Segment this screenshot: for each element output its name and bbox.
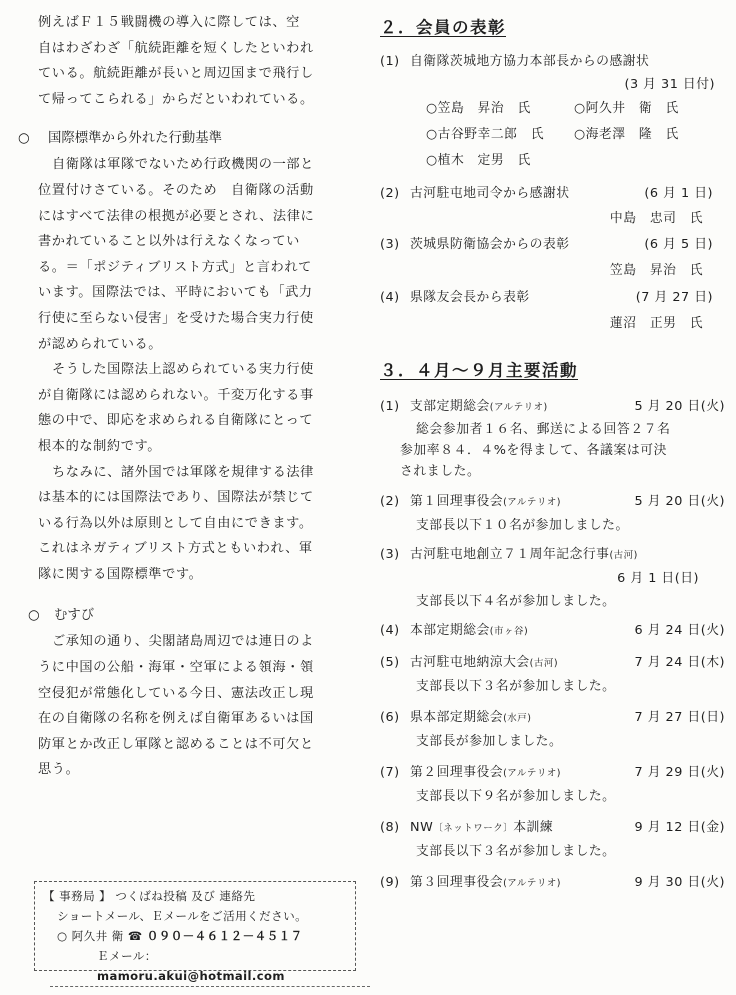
- recipient: ○阿久井 衛 氏: [574, 101, 679, 116]
- award-title: 自衛隊茨城地方協力本部長からの感謝状: [410, 54, 650, 69]
- activity-note: 支部長以下１０名が参加しました。: [416, 518, 629, 533]
- activities-list: [380, 395, 725, 895]
- contact-box: [34, 881, 356, 983]
- activity-date: 9 月 30 日(火): [634, 875, 725, 890]
- activity-venue: (アルテリオ): [489, 402, 548, 413]
- activity-date: 5 月 20 日(火): [634, 399, 725, 414]
- activity-date: 7 月 27 日(日): [634, 710, 725, 725]
- award-title: 県隊友会長から表彰: [410, 290, 530, 305]
- item-number: (6): [380, 710, 400, 725]
- item-number: (1): [380, 399, 400, 414]
- paragraph: 自衛隊は軍隊でないため行政機関の一部と 位置付けさている。そのため 自衛隊の活動 にはすべて法律の根拠が必要とされ、法律に 書かれていること以外は行えなくなってい る。＝「ポジティブリスト方式」と言われて います。国際法では、平時においても「武力 行使に至らない侵害」を受けた場合実力行使 が認められている。: [38, 157, 315, 352]
- activity-4: [380, 619, 725, 643]
- activity-venue: (アルテリオ): [503, 878, 562, 889]
- activity-title: 古河駐屯地納涼大会: [410, 655, 530, 670]
- activity-date: 6 月 24 日(火): [634, 623, 725, 638]
- award-date: (7 月 27 日): [635, 290, 713, 305]
- section-heading-activities: ３．４月～９月主要活動: [380, 361, 578, 380]
- award-date: (3 月 31 日付): [624, 77, 715, 92]
- section-heading-awards: ２．会員の表彰: [380, 18, 506, 37]
- activity-7: [380, 761, 725, 808]
- contact-phone-line: [43, 926, 347, 946]
- activity-title: 第１回理事役会: [410, 494, 504, 509]
- award-date: (6 月 1 日): [644, 186, 713, 201]
- contact-email-line: [43, 946, 347, 986]
- activity-title: 支部定期総会: [410, 399, 490, 414]
- activity-title: 県本部定期総会: [410, 710, 504, 725]
- activity-9: [380, 871, 725, 895]
- activity-title: 古河駐屯地創立７１周年記念行事: [410, 547, 610, 562]
- section-heading-text: むすび: [54, 608, 95, 624]
- recipient: 蓮沼 正男 氏: [609, 316, 703, 331]
- activity-note: 支部長以下４名が参加しました。: [416, 594, 616, 609]
- activity-venue: (アルテリオ): [503, 768, 562, 779]
- contact-phone: ０９０－４６１２－４５１７: [146, 929, 303, 943]
- item-number: (3): [380, 547, 400, 562]
- item-number: (8): [380, 820, 400, 835]
- email-label: Ｅメール：: [97, 949, 157, 963]
- award-3: [380, 233, 725, 286]
- section-heading-text: 国際標準から外れた行動基準: [48, 131, 223, 147]
- activity-title: 第３回理事役会: [410, 875, 504, 890]
- item-number: (2): [380, 186, 400, 201]
- right-column: [380, 14, 725, 895]
- item-number: (3): [380, 237, 400, 252]
- award-names: [380, 96, 725, 174]
- contact-instruction: ショートメール、Ｅメールをご活用ください。: [57, 909, 308, 923]
- section-heading-conclusion: [18, 603, 346, 629]
- award-2: [380, 182, 725, 233]
- item-number: (4): [380, 290, 400, 305]
- activity-venue: 〔ネットワーク〕: [433, 823, 514, 834]
- recipient: 中島 忠司 氏: [609, 211, 703, 226]
- activity-3: [380, 543, 725, 613]
- contact-name: ○ 阿久井 衛: [57, 929, 124, 943]
- section-heading-international-standard: [18, 126, 346, 152]
- item-number: (4): [380, 623, 400, 638]
- activity-note: 支部長以下３名が参加しました。: [416, 844, 616, 859]
- phone-icon: ☎: [127, 929, 143, 943]
- activity-venue: (水戸): [503, 713, 532, 724]
- activity-venue: (古河): [529, 658, 559, 669]
- activity-note: 支部長が参加しました。: [416, 734, 563, 749]
- paragraph: そうした国際法上認められている実力行使 が自衛隊には認められない。千変万化する事 態の中で、即応を求められる自衛隊にとって 根本的な制約です。: [38, 362, 314, 454]
- activity-venue: (アルテリオ): [503, 497, 562, 508]
- activity-title: 本部定期総会: [410, 623, 490, 638]
- activity-date: 5 月 20 日(火): [634, 494, 725, 509]
- activity-2: [380, 490, 725, 537]
- activity-1: [380, 395, 725, 482]
- activity-date: 9 月 12 日(金): [634, 820, 725, 835]
- activity-note: 支部長以下３名が参加しました。: [416, 679, 616, 694]
- activity-title-suffix: 本訓練: [513, 820, 554, 835]
- activity-title: NW: [410, 820, 434, 835]
- activity-date: 7 月 29 日(火): [634, 765, 725, 780]
- activity-venue: (古河): [609, 550, 638, 561]
- activity-6: [380, 706, 725, 753]
- award-1: [380, 50, 725, 174]
- recipient: ○笠島 昇治 氏: [426, 101, 531, 116]
- recipient: 笠島 昇治 氏: [609, 263, 703, 278]
- email-link[interactable]: mamoru.akui@hotmail.com: [97, 969, 285, 983]
- item-number: (1): [380, 54, 400, 69]
- item-number: (7): [380, 765, 400, 780]
- item-number: (9): [380, 875, 400, 890]
- circle-bullet-icon: ○: [28, 608, 40, 624]
- activity-date: 7 月 24 日(木): [634, 655, 725, 670]
- dashed-divider: [50, 986, 370, 987]
- activity-note: 支部長以下９名が参加しました。: [416, 789, 616, 804]
- activity-note: 総会参加者１６名、郵送による回答２７名 参加率８４．４%を得まして、各議案は可決 されました。: [400, 422, 671, 479]
- award-title: 古河駐屯地司令から感謝状: [410, 186, 570, 201]
- activity-5: [380, 651, 725, 698]
- intro-paragraph: 例えばＦ１５戦闘機の導入に際しては、空 自はわざわざ「航続距離を短くしたといわれ ている。航続距離が長いと周辺国まで飛行し て帰ってこられる」からだといわれている。: [38, 15, 314, 107]
- award-date: (6 月 5 日): [644, 237, 713, 252]
- award-4: [380, 286, 725, 339]
- item-number: (2): [380, 494, 400, 509]
- recipient: ○海老澤 隆 氏: [574, 127, 679, 142]
- paragraph: ご承知の通り、尖閣諸島周辺では連日のよ うに中国の公船・海軍・空軍による領海・領 空侵犯が常態化している今日、憲法改正し現 在の自衛隊の名称を例えば自衛軍あるいは国 防軍とか改正し軍隊と認めることは不可欠と 思う。: [38, 634, 314, 778]
- recipient: ○古谷野幸二郎 氏: [426, 127, 545, 142]
- activity-8: [380, 816, 725, 863]
- circle-bullet-icon: ○: [18, 131, 30, 147]
- activity-title: 第２回理事役会: [410, 765, 504, 780]
- award-title: 茨城県防衛協会からの表彰: [410, 237, 570, 252]
- item-number: (5): [380, 655, 400, 670]
- activity-venue: (市ヶ谷): [489, 626, 529, 637]
- recipient: ○植木 定男 氏: [426, 153, 531, 168]
- left-column: [18, 10, 346, 783]
- paragraph: ちなみに、諸外国では軍隊を規律する法律 は基本的には国際法であり、国際法が禁じて いる行為以外は原則として自由にできます。 これはネガティブリスト方式ともいわれ、軍 隊に関する国際標準です。: [38, 464, 314, 582]
- contact-title: 【 事務局 】 つくばね投稿 及び 連絡先: [43, 889, 256, 903]
- activity-date: 6 月 1 日(日): [617, 571, 699, 586]
